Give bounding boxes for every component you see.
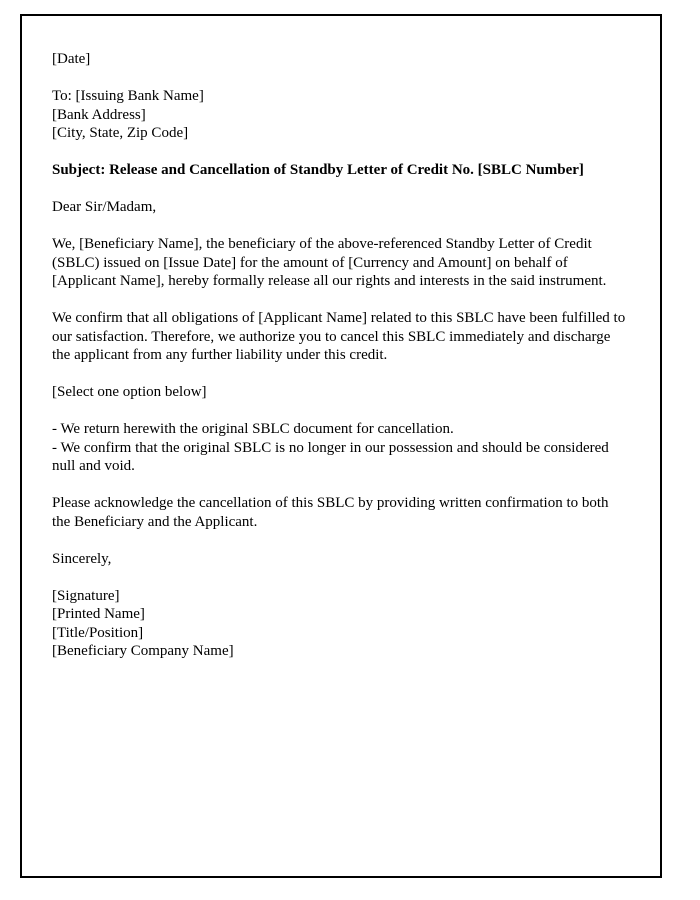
option-item-null-void: - We confirm that the original SBLC is no longer in our possession and should be considered null and void. [52,439,613,474]
printed-name-line: [Printed Name] [52,606,145,622]
option-select-header: [Select one option below] [52,384,207,400]
signoff: Sincerely, [52,550,112,567]
recipient-line-city-state-zip: [City, State, Zip Code] [52,125,189,141]
option-item-return-original: - We return herewith the original SBLC document for cancellation. [52,421,454,437]
recipient-address [52,87,630,143]
signature-line: [Signature] [52,587,120,604]
recipient-line-bank-name: To: [Issuing Bank Name] [52,88,204,104]
subject-line: Subject: Release and Cancellation of Standby Letter of Credit No. [SBLC Number] [52,162,584,178]
letter-document [20,14,662,878]
title-position-line: [Title/Position] [52,624,144,641]
option-list [52,420,630,476]
company-name-line: [Beneficiary Company Name] [52,643,234,659]
body-paragraph-release: We, [Beneficiary Name], the beneficiary of the above-referenced Standby Letter of Credit (SBLC) issued on [Issue Date] for the amount of [Currency and Amount] on behalf of [Applicant Name], hereby formally release all our rights and interests in the said instrument. [52,236,607,289]
date-line: [Date] [52,51,91,67]
body-paragraph-confirmation: We confirm that all obligations of [Applicant Name] related to this SBLC have been fulfilled to our satisfaction. Therefore, we authorize you to cancel this SBLC immediately and discharge the applicant from any further liability under this credit. [52,310,629,363]
closing-paragraph: Please acknowledge the cancellation of this SBLC by providing written confirmation to both the Beneficiary and the Applicant. [52,495,613,530]
recipient-line-bank-address: [Bank Address] [52,106,146,123]
signature-block [52,587,630,661]
salutation: Dear Sir/Madam, [52,199,157,215]
